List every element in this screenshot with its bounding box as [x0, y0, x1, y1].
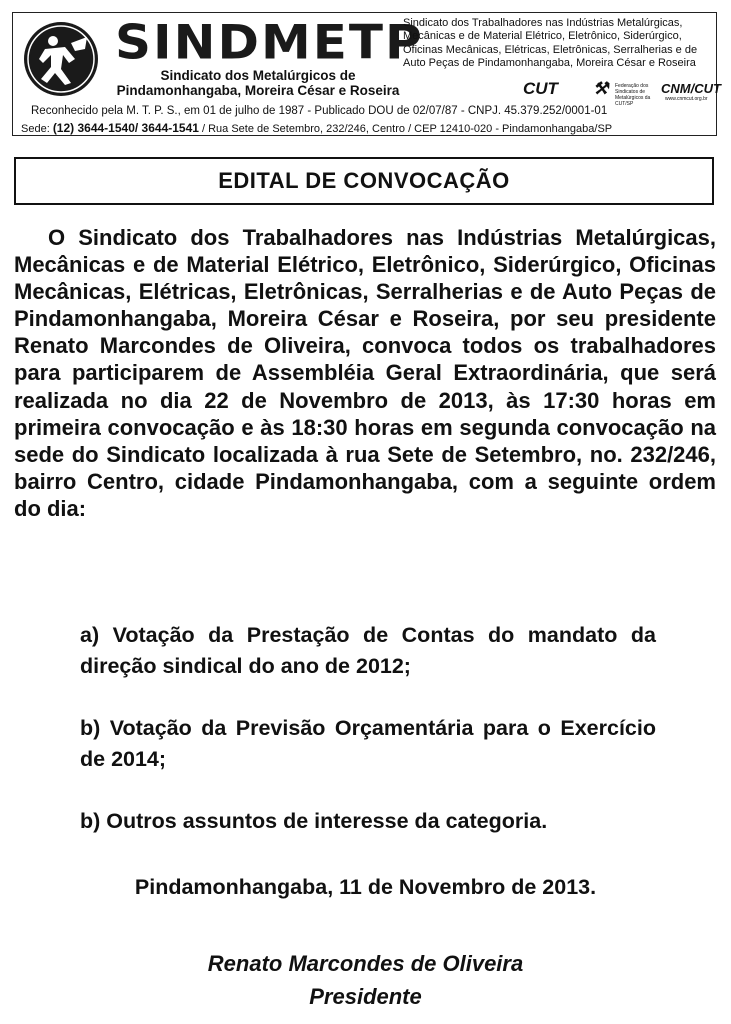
- agenda-item: b) Outros assuntos de interesse da categoria.: [80, 809, 548, 833]
- agenda-item: b) Votação da Previsão Orçamentária para o Exercício de 2014;: [80, 716, 656, 771]
- brand-subtitle-line2: Pindamonhangaba, Moreira César e Roseira: [116, 83, 400, 98]
- sede-label: Sede:: [21, 123, 50, 135]
- convocation-text: O Sindicato dos Trabalhadores nas Indústrias Metalúrgicas, Mecânicas e de Material Elétrico, Eletrônico, Siderúrgico, Oficinas Mecânicas, Elétricas, Eletrônicas, Serralherias e de Auto Peças de Pindamonhangaba, Moreira César e Roseira, por seu presidente Renato Marcondes de Oliveira, convoca todos os trabalhadores para participarem de Assembléia Geral Extraordinária, que será realizada no dia 22 de Novembro de 2013, às 17:30 horas em primeira convocação e às 18:30 horas em segunda convocação na sede do Sindicato localizada à rua Sete de Setembro, no. 232/246, bairro Centro, cidade Pindamonhangaba, com a seguinte ordem do dia:: [14, 225, 716, 521]
- document-title: EDITAL DE CONVOCAÇÃO: [14, 157, 714, 205]
- affiliation-badges: [523, 79, 721, 107]
- brand-subtitle: [113, 68, 403, 98]
- union-full-name: Sindicato dos Trabalhadores nas Indústrias Metalúrgicas, Mecânicas e de Material Elétrico, Eletrônico, Siderúrgico, Oficinas Mecânicas, Elétricas, Eletrônicas, Serralherias e de Auto Peças de Pindamonhangaba, Moreira César e Roseira: [403, 17, 698, 70]
- signature-block: [0, 947, 731, 1013]
- registration-line: Reconhecido pela M. T. P. S., em 01 de julho de 1987 - Publicado DOU de 02/07/87 - CNPJ. 45.379.252/0001-01: [31, 105, 608, 117]
- letterhead: [12, 12, 721, 136]
- place-and-date: Pindamonhangaba, 11 de Novembro de 2013.: [134, 875, 597, 899]
- headquarters-line: [21, 121, 716, 135]
- sede-address: / Rua Sete de Setembro, 232/246, Centro / CEP 12410-020 - Pindamonhangaba/SP: [202, 123, 613, 135]
- federation-logo-text: Federação dos Sindicatos de Metalúrgicos da CUT/SP: [615, 83, 651, 107]
- convocation-paragraph: [14, 224, 716, 522]
- union-logo-icon: [21, 19, 101, 99]
- federation-logo-icon: ⚒: [593, 79, 609, 98]
- cnm-cut-url: www.cnmcut.org.br: [665, 96, 708, 102]
- signer-name: Renato Marcondes de Oliveira: [207, 951, 524, 976]
- agenda-item: a) Votação da Prestação de Contas do mandato da direção sindical do ano de 2012;: [80, 623, 656, 678]
- cnm-cut-logo: [661, 79, 721, 103]
- cut-logo: CUT: [523, 79, 558, 98]
- sede-phones: (12) 3644-1540/ 3644-1541: [52, 121, 199, 135]
- brand-wordmark: SINDMETP: [115, 15, 424, 71]
- signer-role: Presidente: [309, 984, 422, 1009]
- federation-logo: [593, 79, 651, 107]
- brand-subtitle-line1: Sindicato dos Metalúrgicos de: [160, 68, 356, 83]
- cnm-cut-logo-text: CNM/CUT: [661, 81, 721, 96]
